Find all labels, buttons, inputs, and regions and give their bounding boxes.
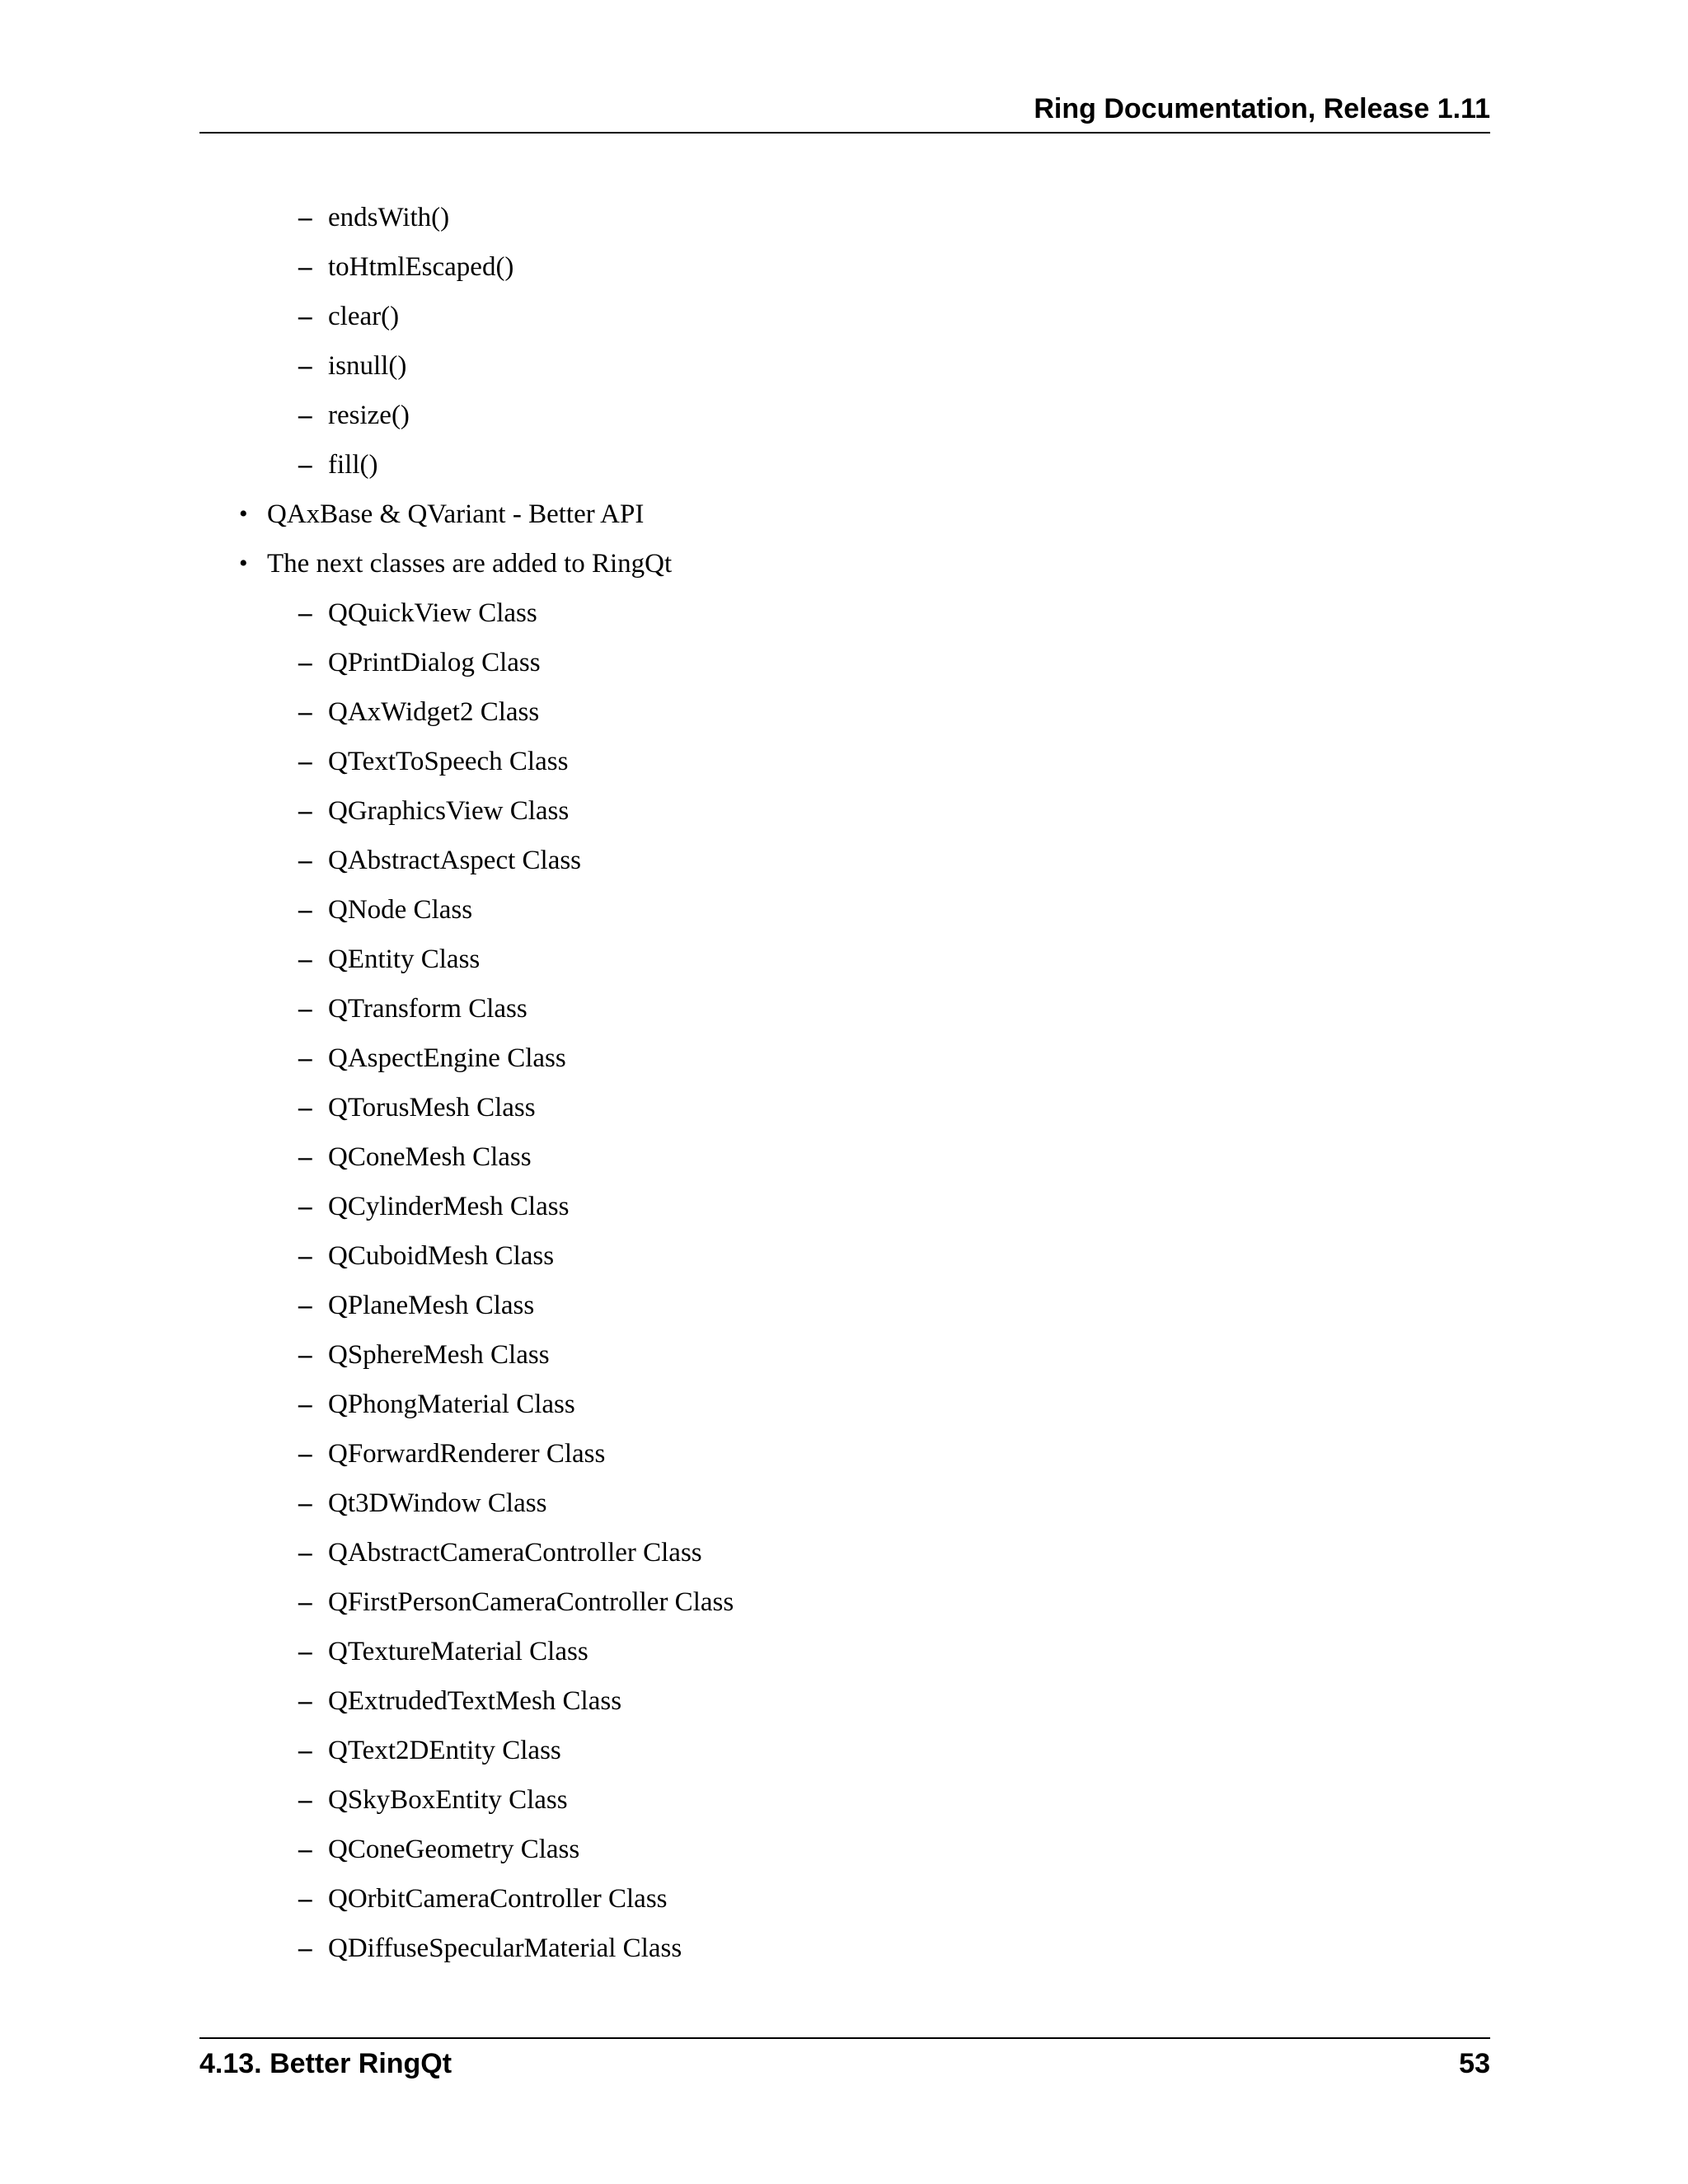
class-list-item xyxy=(199,1676,1490,1726)
dash-marker: – xyxy=(298,1291,312,1320)
dash-marker: – xyxy=(298,944,312,974)
list-item-text: resize() xyxy=(328,401,410,430)
list-item xyxy=(199,341,1490,391)
list-item-text: QAxBase & QVariant - Better API xyxy=(267,499,645,529)
class-name: QCuboidMesh Class xyxy=(328,1241,555,1271)
dash-marker: – xyxy=(298,1390,312,1419)
bullet-marker: • xyxy=(239,500,248,527)
class-name: QExtrudedTextMesh Class xyxy=(328,1686,622,1716)
bullet-item-qaxbase xyxy=(199,490,1490,539)
dash-marker: – xyxy=(298,1093,312,1122)
class-list-item xyxy=(199,1132,1490,1182)
class-name: QTextureMaterial Class xyxy=(328,1637,588,1666)
list-item xyxy=(199,440,1490,490)
bullet-marker: • xyxy=(239,550,248,577)
class-list-item xyxy=(199,1627,1490,1676)
class-list-item xyxy=(199,1874,1490,1924)
dash-marker: – xyxy=(298,1835,312,1864)
footer-section-title: 4.13. Better RingQt xyxy=(199,2048,452,2079)
list-item-text: fill() xyxy=(328,450,378,480)
class-name: QForwardRenderer Class xyxy=(328,1439,606,1469)
class-list-item xyxy=(199,935,1490,984)
dash-marker: – xyxy=(298,1884,312,1914)
dash-marker: – xyxy=(298,401,312,430)
class-name: QAspectEngine Class xyxy=(328,1043,566,1073)
dash-marker: – xyxy=(298,747,312,776)
class-name: QAbstractCameraController Class xyxy=(328,1538,702,1568)
class-name: QNode Class xyxy=(328,895,473,925)
class-list-item xyxy=(199,588,1490,638)
class-list-item xyxy=(199,737,1490,786)
class-name: QTextToSpeech Class xyxy=(328,747,569,776)
dash-marker: – xyxy=(298,895,312,925)
class-name: QSkyBoxEntity Class xyxy=(328,1785,568,1815)
class-name: Qt3DWindow Class xyxy=(328,1488,547,1518)
dash-marker: – xyxy=(298,252,312,282)
class-list-item xyxy=(199,1231,1490,1281)
class-name: QText2DEntity Class xyxy=(328,1736,561,1765)
class-name: QFirstPersonCameraController Class xyxy=(328,1587,734,1617)
dash-marker: – xyxy=(298,203,312,232)
dash-marker: – xyxy=(298,1933,312,1963)
class-list-item xyxy=(199,687,1490,737)
class-list-item xyxy=(199,1033,1490,1083)
class-list-item xyxy=(199,984,1490,1033)
list-item xyxy=(199,391,1490,440)
class-name: QPhongMaterial Class xyxy=(328,1390,575,1419)
class-name: QTransform Class xyxy=(328,994,528,1024)
dash-marker: – xyxy=(298,697,312,727)
page-number: 53 xyxy=(1459,2048,1490,2079)
list-item xyxy=(199,292,1490,341)
class-list-item xyxy=(199,1528,1490,1577)
dash-marker: – xyxy=(298,1142,312,1172)
class-name: QAbstractAspect Class xyxy=(328,846,582,875)
class-list-item xyxy=(199,836,1490,885)
bullet-item-next-classes xyxy=(199,539,1490,588)
page-header xyxy=(199,89,1490,134)
list-item-text: The next classes are added to RingQt xyxy=(267,549,673,579)
class-name: QCylinderMesh Class xyxy=(328,1192,570,1221)
class-name: QTorusMesh Class xyxy=(328,1093,536,1122)
class-name: QGraphicsView Class xyxy=(328,796,570,826)
list-item-text: endsWith() xyxy=(328,203,450,232)
dash-marker: – xyxy=(298,1686,312,1716)
list-item-text: clear() xyxy=(328,302,400,331)
dash-marker: – xyxy=(298,1439,312,1469)
dash-marker: – xyxy=(298,1241,312,1271)
list-item-text: isnull() xyxy=(328,351,407,381)
class-name: QPrintDialog Class xyxy=(328,648,541,677)
class-list-item xyxy=(199,638,1490,687)
class-list-item xyxy=(199,1083,1490,1132)
class-list-item xyxy=(199,1479,1490,1528)
class-name: QConeGeometry Class xyxy=(328,1835,580,1864)
dash-marker: – xyxy=(298,1587,312,1617)
class-list-item xyxy=(199,885,1490,935)
class-list-item xyxy=(199,1281,1490,1330)
class-list-item xyxy=(199,786,1490,836)
page-footer xyxy=(199,2037,1490,2085)
dash-marker: – xyxy=(298,1340,312,1370)
class-name: QEntity Class xyxy=(328,944,481,974)
dash-marker: – xyxy=(298,1043,312,1073)
dash-marker: – xyxy=(298,994,312,1024)
feature-list xyxy=(199,193,1490,1973)
dash-marker: – xyxy=(298,1785,312,1815)
class-list-item xyxy=(199,1775,1490,1825)
class-name: QOrbitCameraController Class xyxy=(328,1884,668,1914)
list-item xyxy=(199,242,1490,292)
page-content xyxy=(199,193,1490,1973)
dash-marker: – xyxy=(298,302,312,331)
header-title: Ring Documentation, Release 1.11 xyxy=(1034,93,1490,124)
class-name: QAxWidget2 Class xyxy=(328,697,540,727)
dash-marker: – xyxy=(298,450,312,480)
dash-marker: – xyxy=(298,1736,312,1765)
class-list-item xyxy=(199,1380,1490,1429)
list-item-text: toHtmlEscaped() xyxy=(328,252,514,282)
class-name: QSphereMesh Class xyxy=(328,1340,550,1370)
dash-marker: – xyxy=(298,1488,312,1518)
dash-marker: – xyxy=(298,598,312,628)
class-name: QQuickView Class xyxy=(328,598,537,628)
class-list-item xyxy=(199,1726,1490,1775)
class-name: QConeMesh Class xyxy=(328,1142,532,1172)
class-list-item xyxy=(199,1825,1490,1874)
class-list-item xyxy=(199,1182,1490,1231)
class-list-item xyxy=(199,1924,1490,1973)
class-name: QDiffuseSpecularMaterial Class xyxy=(328,1933,682,1963)
dash-marker: – xyxy=(298,648,312,677)
dash-marker: – xyxy=(298,351,312,381)
dash-marker: – xyxy=(298,1192,312,1221)
class-name: QPlaneMesh Class xyxy=(328,1291,535,1320)
dash-marker: – xyxy=(298,1637,312,1666)
class-list-item xyxy=(199,1577,1490,1627)
class-list-item xyxy=(199,1330,1490,1380)
list-item xyxy=(199,193,1490,242)
class-list-item xyxy=(199,1429,1490,1479)
dash-marker: – xyxy=(298,796,312,826)
dash-marker: – xyxy=(298,846,312,875)
dash-marker: – xyxy=(298,1538,312,1568)
